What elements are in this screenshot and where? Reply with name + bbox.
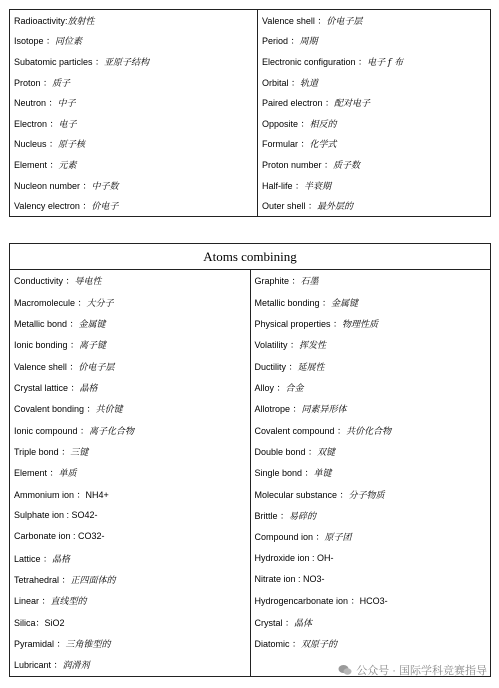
watermark-text: 公众号 · 国际学科竞赛指导 <box>356 665 487 677</box>
vocab-cell-left <box>10 72 258 93</box>
term-text: Macromolecule ： <box>14 297 87 308</box>
vocab-cell-right <box>250 398 491 419</box>
translation-text: 金属键 <box>78 319 106 330</box>
table-row <box>10 462 491 483</box>
translation-text: 轨道 <box>300 78 319 89</box>
table-row <box>10 569 491 590</box>
term-text: Silica：SiO2 <box>14 617 65 628</box>
term-text: Formular ： <box>262 139 310 150</box>
term-text: Linear ： <box>14 596 51 607</box>
vocab-cell-left <box>10 547 251 568</box>
term-text: Nitrate ion : NO3- <box>254 573 325 584</box>
table-row <box>10 313 491 334</box>
term-text: Crystal ： <box>254 617 295 628</box>
vocab-cell-right <box>250 590 491 611</box>
term-text: Physical properties ： <box>254 318 343 329</box>
translation-text: 质子数 <box>333 160 361 171</box>
vocab-cell-right <box>258 31 491 52</box>
translation-text: 晶格 <box>52 554 71 565</box>
translation-text: 金属键 <box>331 298 359 309</box>
vocab-cell-right <box>250 526 491 547</box>
term-text: Element ： <box>14 468 59 479</box>
translation-text: 单键 <box>313 469 332 480</box>
term-text: Allotrope ： <box>254 404 302 415</box>
term-text: Sulphate ion : SO42- <box>14 509 98 520</box>
table-row <box>10 72 491 93</box>
table-row <box>10 633 491 654</box>
translation-text: 电子 <box>58 119 77 130</box>
translation-text: 同素异形体 <box>301 405 347 416</box>
term-text: Nucleus ： <box>14 139 59 150</box>
table-row <box>10 92 491 113</box>
vocab-table-1-body <box>10 10 491 217</box>
term-text: Valence shell ： <box>14 361 79 372</box>
term-text: Element ： <box>14 159 59 170</box>
table-row <box>10 134 491 155</box>
table-row <box>10 377 491 398</box>
vocab-cell-left <box>10 92 258 113</box>
vocab-cell-left <box>10 270 251 292</box>
table-row <box>10 505 491 526</box>
translation-text: 化学式 <box>309 140 337 151</box>
vocab-cell-right <box>250 441 491 462</box>
translation-text: 分子物质 <box>348 490 385 501</box>
vocab-cell-left <box>10 291 251 312</box>
translation-text: 原子团 <box>324 533 352 544</box>
term-text: Isotope ： <box>14 36 56 47</box>
translation-text: 晶格 <box>79 383 98 394</box>
table-row <box>10 113 491 134</box>
vocab-table-1 <box>9 9 491 217</box>
translation-text: 三角锥型的 <box>65 640 111 651</box>
translation-text: 元素 <box>58 160 77 171</box>
translation-text: 挥发性 <box>299 341 327 352</box>
vocab-cell-left <box>10 633 251 654</box>
vocab-cell-left <box>10 10 258 31</box>
translation-text: 正四面体的 <box>70 575 116 586</box>
vocab-cell-left <box>10 590 251 611</box>
translation-text: 价电子层 <box>326 16 363 27</box>
vocab-cell-left <box>10 355 251 376</box>
term-text: Ductility ： <box>254 361 298 372</box>
term-text: Pyramidal ： <box>14 639 66 650</box>
table-row <box>10 483 491 504</box>
vocab-cell-right <box>250 547 491 568</box>
vocab-cell-right <box>258 195 491 216</box>
term-text: Orbital ： <box>262 77 301 88</box>
term-text: Nucleon number ： <box>14 180 92 191</box>
vocab-cell-right <box>250 291 491 312</box>
vocab-cell-left <box>10 526 251 547</box>
translation-text: 电子 f 布 <box>367 57 404 68</box>
vocab-cell-right <box>250 270 491 292</box>
vocab-cell-right <box>250 334 491 355</box>
vocab-cell-right <box>258 10 491 31</box>
translation-text: 单质 <box>58 469 77 480</box>
vocab-cell-right <box>250 505 491 526</box>
vocab-cell-left <box>10 612 251 633</box>
translation-text: 亚原子结构 <box>104 57 150 68</box>
table-row <box>10 334 491 355</box>
term-text: Neutron ： <box>14 98 58 109</box>
term-text: Metallic bonding ： <box>254 297 332 308</box>
translation-text: 中子数 <box>91 181 119 192</box>
vocab-cell-left <box>10 398 251 419</box>
vocab-cell-right <box>250 633 491 654</box>
table-row <box>10 195 491 216</box>
term-text: Compound ion ： <box>254 532 325 543</box>
term-text: Double bond ： <box>254 446 318 457</box>
vocab-cell-left <box>10 505 251 526</box>
term-text: Conductivity ： <box>14 276 75 287</box>
table-row <box>10 270 491 292</box>
table-row <box>10 31 491 52</box>
vocab-cell-right <box>250 483 491 504</box>
term-text: Lubricant ： <box>14 660 63 671</box>
translation-text: 质子 <box>52 78 71 89</box>
table-row <box>10 10 491 31</box>
term-text: Single bond ： <box>254 468 314 479</box>
vocab-cell-right <box>258 92 491 113</box>
vocab-cell-right <box>250 462 491 483</box>
table-row <box>10 355 491 376</box>
translation-text: 合金 <box>285 383 304 394</box>
term-text: Valence shell ： <box>262 15 327 26</box>
term-text: Ionic bonding ： <box>14 340 80 351</box>
term-text: Triple bond ： <box>14 446 71 457</box>
term-text: Molecular substance ： <box>254 489 349 500</box>
vocab-cell-right <box>258 134 491 155</box>
translation-text: 易碎的 <box>289 511 317 522</box>
vocab-cell-left <box>10 441 251 462</box>
translation-text: 配对电子 <box>334 99 371 110</box>
table-row <box>10 154 491 175</box>
translation-text: 共价化合物 <box>346 426 392 437</box>
translation-text: 同位素 <box>55 37 83 48</box>
table-row <box>10 612 491 633</box>
translation-text: 共价键 <box>95 405 123 416</box>
term-text: Hydrogencarbonate ion ：HCO3- <box>254 596 388 607</box>
vocab-cell-left <box>10 113 258 134</box>
table-row <box>10 51 491 72</box>
table-row <box>10 590 491 611</box>
term-text: Metallic bond ： <box>14 318 79 329</box>
translation-text: 周期 <box>299 37 318 48</box>
translation-text: 离子键 <box>79 341 107 352</box>
translation-text: 半衰期 <box>304 181 332 192</box>
translation-text: 相反的 <box>309 119 337 130</box>
term-text: Electron ： <box>14 118 59 129</box>
vocab-cell-right <box>250 569 491 590</box>
term-text: Proton number ： <box>262 159 334 170</box>
vocab-cell-left <box>10 134 258 155</box>
translation-text: 双键 <box>317 447 336 458</box>
vocab-cell-left <box>10 419 251 440</box>
vocab-cell-left <box>10 51 258 72</box>
vocab-cell-left <box>10 154 258 175</box>
term-text: Covalent compound ： <box>254 425 347 436</box>
translation-text: 物理性质 <box>342 319 379 330</box>
term-text: Valency electron ： <box>14 201 92 212</box>
vocab-table-2 <box>9 243 491 677</box>
translation-text: 导电性 <box>74 277 102 288</box>
vocab-cell-left <box>10 569 251 590</box>
translation-text: 放射性 <box>67 16 95 27</box>
translation-text: 最外层的 <box>317 202 354 213</box>
term-text: Crystal lattice ： <box>14 382 80 393</box>
term-text: Half-life ： <box>262 180 305 191</box>
table-row <box>10 526 491 547</box>
term-text: Lattice ： <box>14 553 53 564</box>
vocab-cell-right <box>258 113 491 134</box>
term-text: Proton ： <box>14 77 53 88</box>
vocab-cell-left <box>10 31 258 52</box>
watermark <box>338 662 487 678</box>
table-row <box>10 291 491 312</box>
wechat-icon <box>338 664 352 676</box>
term-text: Radioactivity: <box>14 15 68 26</box>
translation-text: 双原子的 <box>301 640 338 651</box>
translation-text: 晶体 <box>294 618 313 629</box>
translation-text: 三键 <box>70 447 89 458</box>
translation-text: 直线型的 <box>50 597 87 608</box>
table-row <box>10 441 491 462</box>
vocab-cell-left <box>10 175 258 196</box>
translation-text: 离子化合物 <box>89 426 135 437</box>
vocab-cell-left <box>10 654 251 676</box>
table-row <box>10 547 491 568</box>
term-text: Opposite ： <box>262 118 310 129</box>
term-text: Hydroxide ion : OH- <box>254 552 334 563</box>
term-text: Covalent bonding ： <box>14 404 96 415</box>
vocab-cell-right <box>250 419 491 440</box>
vocab-cell-right <box>258 154 491 175</box>
vocab-cell-right <box>258 72 491 93</box>
term-text: Electronic configuration ： <box>262 56 368 67</box>
vocab-cell-left <box>10 334 251 355</box>
translation-text: 大分子 <box>86 298 114 309</box>
translation-text: 价电子 <box>91 202 119 213</box>
term-text: Carbonate ion : CO32- <box>14 531 105 542</box>
vocab-cell-left <box>10 483 251 504</box>
term-text: Outer shell ： <box>262 201 318 212</box>
vocab-cell-left <box>10 195 258 216</box>
vocab-cell-right <box>258 51 491 72</box>
vocab-cell-left <box>10 462 251 483</box>
term-text: Diatomic ： <box>254 639 302 650</box>
term-text: Ionic compound ： <box>14 425 90 436</box>
vocab-cell-right <box>250 612 491 633</box>
table-row <box>10 419 491 440</box>
translation-text: 价电子层 <box>78 362 115 373</box>
table-row <box>10 398 491 419</box>
translation-text: 原子核 <box>58 140 86 151</box>
translation-text: 延展性 <box>297 362 325 373</box>
term-text: Ammonium ion ：NH4+ <box>14 489 109 500</box>
vocab-cell-right <box>250 313 491 334</box>
vocab-table-2-body <box>10 270 491 677</box>
translation-text: 石墨 <box>300 277 319 288</box>
term-text: Paired electron ： <box>262 98 335 109</box>
term-text: Period ： <box>262 36 300 47</box>
term-text: Graphite ： <box>254 276 301 287</box>
term-text: Brittle ： <box>254 510 290 521</box>
table-title: Atoms combining <box>10 244 491 270</box>
term-text: Volatility ： <box>254 340 300 351</box>
table-row <box>10 175 491 196</box>
vocab-cell-left <box>10 377 251 398</box>
translation-text: 润滑剂 <box>62 661 90 672</box>
term-text: Alloy ： <box>254 382 286 393</box>
vocab-cell-left <box>10 313 251 334</box>
vocab-cell-right <box>250 355 491 376</box>
term-text: Subatomic particles ： <box>14 56 105 67</box>
term-text: Tetrahedral ： <box>14 574 71 585</box>
vocab-cell-right <box>250 377 491 398</box>
translation-text: 中子 <box>57 99 76 110</box>
vocab-cell-right <box>258 175 491 196</box>
